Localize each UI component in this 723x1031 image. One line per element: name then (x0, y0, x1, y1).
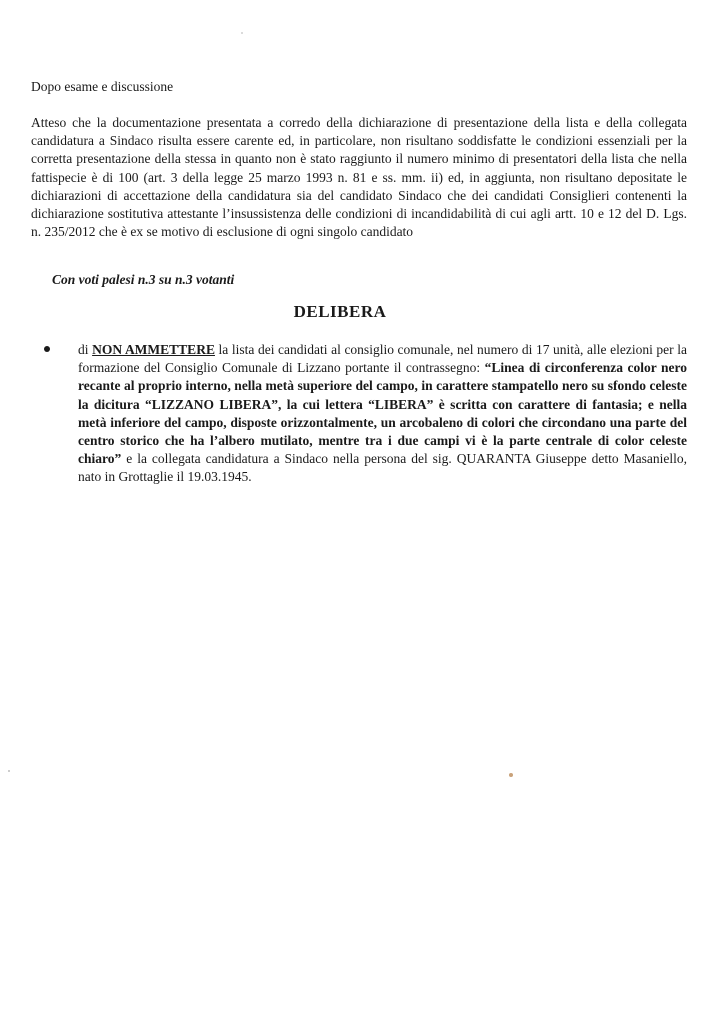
voting-line: Con voti palesi n.3 su n.3 votanti (52, 272, 235, 287)
scan-speck (241, 32, 243, 34)
bullet-icon (44, 346, 50, 352)
scan-speck (8, 770, 10, 772)
intro-paragraph: Dopo esame e discussione (31, 79, 174, 94)
resolution-action: NON AMMETTERE (92, 342, 215, 357)
atteso-paragraph: Atteso che la documentazione presentata a corredo della dichiarazione di presentazione della lista e della collegata candidatura a Sindaco risulta essere carente ed, in particolare, non risultano soddisfatte le condizioni essenziali per la corretta presentazione della stessa in quanto non è stato raggiunto il numero minimo di presentatori della lista che nella fattispecie è di 100 (art. 3 della legge 25 marzo 1993 n. 81 e ss. mm. ii) ed, in aggiunta, non risultano depositate le dichiarazioni di accettazione della candidatura sia del candidato Sindaco che dei candidati Consiglieri contenenti la dichiarazione sostitutiva attestante l’insussistenza delle condizioni di incandidabilità di cui agli artt. 10 e 12 del D. Lgs. n. 235/2012 che è ex se motivo di esclusione di ogni singolo candidato (31, 115, 687, 240)
resolution-text (78, 341, 687, 487)
resolution-lead: di (78, 342, 93, 357)
emblem-description: “Linea di circonferenza color nero recante al proprio interno, nella metà superiore del campo, in carattere stampatello nero su sfondo celeste la dicitura “LIZZANO LIBERA”, la cui lettera “LIBERA” è scritta con carattere di fantasia; e nella metà inferiore del campo, disposte orizzontalmente, un arcobaleno di colori che circondano una parte del centro storico che ha l’albero mutilato, mentre tra i due campi vi è la parte centrale di color celeste chiaro” (78, 360, 687, 467)
resolution-text-part-2: e la collegata candidatura a Sindaco nella persona del sig. QUARANTA Giuseppe detto Masaniello, nato in Grottaglie il 19.03.1945. (78, 451, 687, 485)
resolution-text-part-1: la lista dei candidati al consiglio comunale, nel numero di 17 unità, alle elezioni per la formazione del Consiglio Comunale di Lizzano portante il contrassegno: (78, 342, 687, 376)
delibera-heading: DELIBERA (293, 302, 387, 321)
scan-speck (509, 773, 513, 777)
